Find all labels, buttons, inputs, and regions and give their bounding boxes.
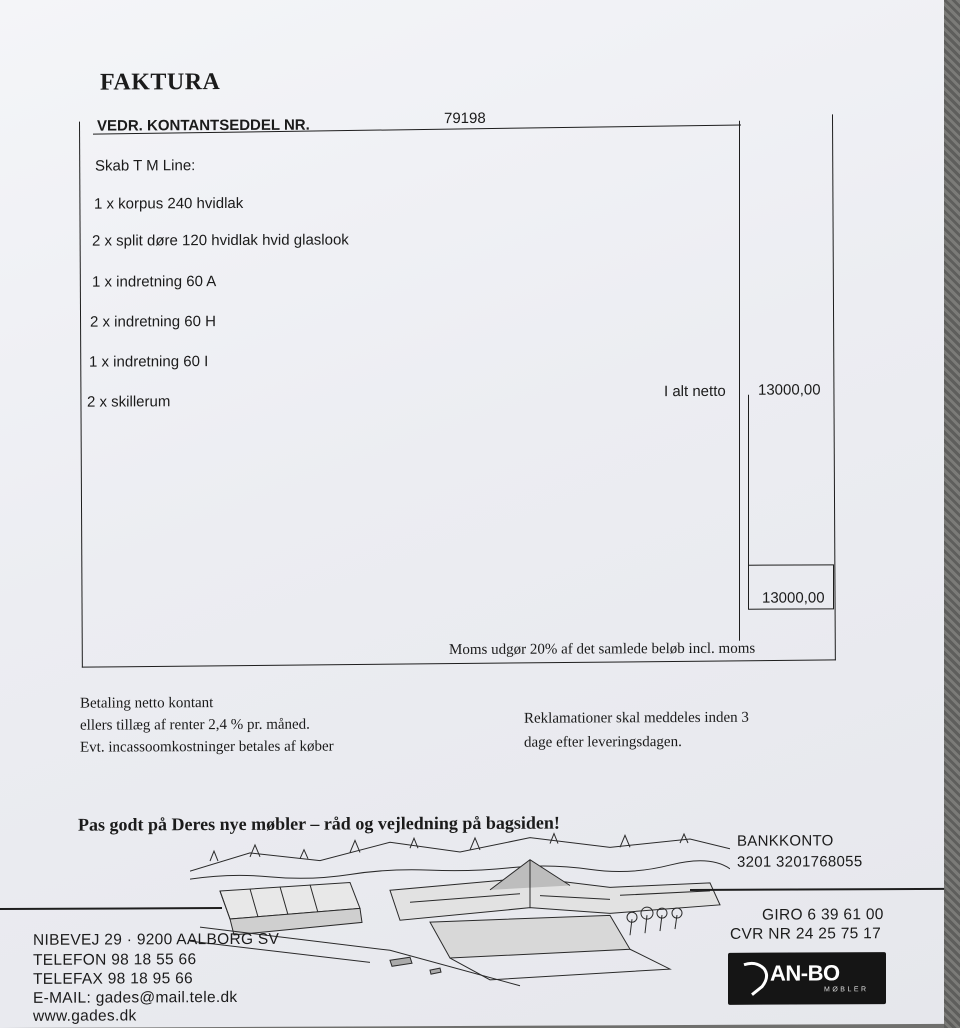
logo-name: AN-BO bbox=[770, 960, 840, 986]
complaint-note-line: dage efter leveringsdagen. bbox=[524, 734, 682, 751]
complaint-note-line: Reklamationer skal meddeles inden 3 bbox=[524, 709, 749, 727]
line-item: 2 x indretning 60 H bbox=[90, 313, 216, 331]
line-item: 1 x korpus 240 hvidlak bbox=[94, 194, 244, 213]
amount-column-divider bbox=[739, 121, 740, 641]
line-item: 2 x skillerum bbox=[87, 393, 171, 411]
store-illustration bbox=[190, 829, 730, 991]
address-line: NIBEVEJ 29 · 9200 AALBORG SV bbox=[33, 930, 280, 949]
line-item: 1 x indretning 60 A bbox=[92, 273, 217, 291]
grand-total-amount: 13000,00 bbox=[762, 589, 825, 607]
payment-terms-line: Evt. incassoomkostninger betales af køber bbox=[80, 738, 334, 756]
background-surface bbox=[944, 0, 960, 1028]
line-item: 1 x indretning 60 I bbox=[89, 353, 209, 371]
phone-line: TELEFON 98 18 55 66 bbox=[33, 951, 197, 969]
receipt-ref-number: 79198 bbox=[444, 109, 486, 128]
line-item: Skab T M Line: bbox=[95, 157, 196, 175]
footer-rule-left bbox=[0, 907, 222, 910]
payment-terms-line: Betaling netto kontant bbox=[80, 695, 214, 712]
line-item: 2 x split døre 120 hvidlak hvid glaslook bbox=[92, 231, 349, 250]
net-total-label: I alt netto bbox=[664, 382, 726, 401]
footer-rule-right bbox=[690, 888, 946, 891]
invoice-title: FAKTURA bbox=[100, 69, 221, 96]
cvr-number: CVR NR 24 25 75 17 bbox=[730, 925, 882, 943]
fax-line: TELEFAX 98 18 95 66 bbox=[33, 970, 193, 988]
anbo-logo bbox=[728, 952, 886, 1005]
bank-label: BANKKONTO bbox=[737, 832, 834, 850]
payment-terms-line: ellers tillæg af renter 2,4 % pr. måned. bbox=[80, 716, 310, 734]
email-line: E-MAIL: gades@mail.tele.dk bbox=[33, 988, 238, 1007]
website-line: www.gades.dk bbox=[33, 1007, 137, 1025]
net-total-amount: 13000,00 bbox=[758, 381, 821, 399]
logo-mark-icon bbox=[738, 959, 772, 999]
logo-subtitle: MØBLER bbox=[824, 986, 869, 994]
receipt-ref-label: VEDR. KONTANTSEDDEL NR. bbox=[97, 116, 310, 135]
vat-note: Moms udgør 20% af det samlede beløb incl. moms bbox=[449, 640, 756, 659]
giro-number: GIRO 6 39 61 00 bbox=[762, 906, 884, 924]
amount-column-inner-divider bbox=[748, 395, 749, 567]
bank-account: 3201 3201768055 bbox=[737, 853, 863, 871]
care-slogan: Pas godt på Deres nye møbler – råd og vejledning på bagsiden! bbox=[78, 812, 560, 835]
